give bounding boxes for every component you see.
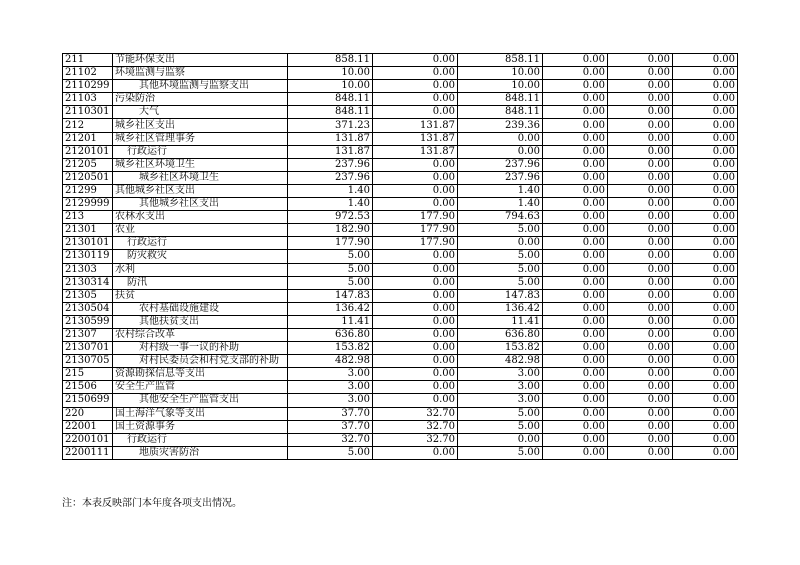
amount-cell-2: 131.87 bbox=[373, 145, 458, 158]
amount-cell-4: 0.00 bbox=[543, 276, 608, 289]
amount-cell-1: 32.70 bbox=[288, 433, 373, 446]
amount-cell-5: 0.00 bbox=[608, 302, 673, 315]
amount-cell-3: 858.11 bbox=[458, 54, 543, 67]
amount-cell-6: 0.00 bbox=[673, 446, 738, 459]
amount-cell-5: 0.00 bbox=[608, 132, 673, 145]
table-body bbox=[63, 54, 738, 460]
subject-name-cell: 行政运行 bbox=[113, 433, 288, 446]
amount-cell-2: 0.00 bbox=[373, 315, 458, 328]
amount-cell-3: 136.42 bbox=[458, 302, 543, 315]
subject-code-cell: 2120501 bbox=[63, 171, 113, 184]
amount-cell-4: 0.00 bbox=[543, 315, 608, 328]
subject-code-cell: 2130701 bbox=[63, 342, 113, 355]
amount-cell-4: 0.00 bbox=[543, 106, 608, 119]
amount-cell-6: 0.00 bbox=[673, 368, 738, 381]
subject-code-cell: 2110299 bbox=[63, 80, 113, 93]
amount-cell-2: 0.00 bbox=[373, 263, 458, 276]
amount-cell-3: 5.00 bbox=[458, 407, 543, 420]
table-row bbox=[63, 54, 738, 67]
amount-cell-6: 0.00 bbox=[673, 407, 738, 420]
amount-cell-5: 0.00 bbox=[608, 224, 673, 237]
amount-cell-5: 0.00 bbox=[608, 446, 673, 459]
amount-cell-4: 0.00 bbox=[543, 119, 608, 132]
amount-cell-6: 0.00 bbox=[673, 237, 738, 250]
subject-code-cell: 21506 bbox=[63, 381, 113, 394]
table-row bbox=[63, 145, 738, 158]
amount-cell-1: 3.00 bbox=[288, 381, 373, 394]
subject-code-cell: 21303 bbox=[63, 263, 113, 276]
amount-cell-5: 0.00 bbox=[608, 158, 673, 171]
subject-code-cell: 21301 bbox=[63, 224, 113, 237]
amount-cell-3: 5.00 bbox=[458, 420, 543, 433]
amount-cell-4: 0.00 bbox=[543, 54, 608, 67]
amount-cell-1: 858.11 bbox=[288, 54, 373, 67]
subject-code-cell: 2130101 bbox=[63, 237, 113, 250]
subject-name-cell: 资源勘探信息等支出 bbox=[113, 368, 288, 381]
amount-cell-1: 182.90 bbox=[288, 224, 373, 237]
amount-cell-6: 0.00 bbox=[673, 132, 738, 145]
amount-cell-5: 0.00 bbox=[608, 328, 673, 341]
amount-cell-1: 5.00 bbox=[288, 250, 373, 263]
amount-cell-5: 0.00 bbox=[608, 67, 673, 80]
amount-cell-6: 0.00 bbox=[673, 184, 738, 197]
subject-code-cell: 213 bbox=[63, 211, 113, 224]
table-row bbox=[63, 355, 738, 368]
amount-cell-5: 0.00 bbox=[608, 237, 673, 250]
subject-name-cell: 城乡社区支出 bbox=[113, 119, 288, 132]
amount-cell-3: 636.80 bbox=[458, 328, 543, 341]
amount-cell-1: 153.82 bbox=[288, 342, 373, 355]
subject-name-cell: 行政运行 bbox=[113, 237, 288, 250]
amount-cell-6: 0.00 bbox=[673, 145, 738, 158]
amount-cell-1: 131.87 bbox=[288, 132, 373, 145]
amount-cell-3: 237.96 bbox=[458, 171, 543, 184]
amount-cell-5: 0.00 bbox=[608, 211, 673, 224]
amount-cell-2: 131.87 bbox=[373, 119, 458, 132]
subject-code-cell: 220 bbox=[63, 407, 113, 420]
amount-cell-2: 0.00 bbox=[373, 198, 458, 211]
amount-cell-1: 136.42 bbox=[288, 302, 373, 315]
amount-cell-3: 3.00 bbox=[458, 368, 543, 381]
amount-cell-5: 0.00 bbox=[608, 276, 673, 289]
amount-cell-2: 0.00 bbox=[373, 368, 458, 381]
amount-cell-4: 0.00 bbox=[543, 407, 608, 420]
subject-code-cell: 215 bbox=[63, 368, 113, 381]
amount-cell-2: 0.00 bbox=[373, 93, 458, 106]
amount-cell-1: 37.70 bbox=[288, 420, 373, 433]
subject-code-cell: 211 bbox=[63, 54, 113, 67]
amount-cell-6: 0.00 bbox=[673, 302, 738, 315]
amount-cell-1: 636.80 bbox=[288, 328, 373, 341]
amount-cell-6: 0.00 bbox=[673, 106, 738, 119]
amount-cell-1: 972.53 bbox=[288, 211, 373, 224]
amount-cell-2: 0.00 bbox=[373, 289, 458, 302]
amount-cell-4: 0.00 bbox=[543, 289, 608, 302]
amount-cell-5: 0.00 bbox=[608, 54, 673, 67]
amount-cell-2: 0.00 bbox=[373, 54, 458, 67]
subject-name-cell: 农业 bbox=[113, 224, 288, 237]
table-row bbox=[63, 93, 738, 106]
amount-cell-2: 0.00 bbox=[373, 276, 458, 289]
amount-cell-1: 177.90 bbox=[288, 237, 373, 250]
amount-cell-2: 0.00 bbox=[373, 394, 458, 407]
amount-cell-4: 0.00 bbox=[543, 355, 608, 368]
amount-cell-5: 0.00 bbox=[608, 289, 673, 302]
amount-cell-1: 848.11 bbox=[288, 93, 373, 106]
subject-name-cell: 其他环境监测与监察支出 bbox=[113, 80, 288, 93]
subject-name-cell: 对村民委员会和村党支部的补助 bbox=[113, 355, 288, 368]
amount-cell-2: 32.70 bbox=[373, 407, 458, 420]
amount-cell-6: 0.00 bbox=[673, 381, 738, 394]
amount-cell-2: 0.00 bbox=[373, 355, 458, 368]
subject-code-cell: 21201 bbox=[63, 132, 113, 145]
amount-cell-1: 131.87 bbox=[288, 145, 373, 158]
amount-cell-2: 0.00 bbox=[373, 342, 458, 355]
amount-cell-5: 0.00 bbox=[608, 381, 673, 394]
amount-cell-1: 371.23 bbox=[288, 119, 373, 132]
table-row bbox=[63, 328, 738, 341]
amount-cell-1: 237.96 bbox=[288, 171, 373, 184]
subject-name-cell: 其他城乡社区支出 bbox=[113, 184, 288, 197]
amount-cell-2: 0.00 bbox=[373, 158, 458, 171]
amount-cell-4: 0.00 bbox=[543, 67, 608, 80]
amount-cell-4: 0.00 bbox=[543, 250, 608, 263]
subject-code-cell: 21103 bbox=[63, 93, 113, 106]
amount-cell-2: 0.00 bbox=[373, 171, 458, 184]
amount-cell-3: 482.98 bbox=[458, 355, 543, 368]
subject-code-cell: 2130314 bbox=[63, 276, 113, 289]
amount-cell-3: 147.83 bbox=[458, 289, 543, 302]
amount-cell-2: 32.70 bbox=[373, 433, 458, 446]
subject-name-cell: 其他城乡社区支出 bbox=[113, 198, 288, 211]
table-row bbox=[63, 302, 738, 315]
subject-name-cell: 水利 bbox=[113, 263, 288, 276]
subject-name-cell: 国土资源事务 bbox=[113, 420, 288, 433]
subject-name-cell: 其他安全生产监管支出 bbox=[113, 394, 288, 407]
amount-cell-2: 0.00 bbox=[373, 80, 458, 93]
amount-cell-4: 0.00 bbox=[543, 132, 608, 145]
amount-cell-3: 5.00 bbox=[458, 446, 543, 459]
amount-cell-3: 5.00 bbox=[458, 250, 543, 263]
amount-cell-5: 0.00 bbox=[608, 80, 673, 93]
amount-cell-1: 1.40 bbox=[288, 198, 373, 211]
amount-cell-1: 3.00 bbox=[288, 368, 373, 381]
table-row bbox=[63, 198, 738, 211]
amount-cell-4: 0.00 bbox=[543, 394, 608, 407]
subject-name-cell: 城乡社区环境卫生 bbox=[113, 171, 288, 184]
expenditure-table bbox=[62, 53, 738, 460]
amount-cell-3: 848.11 bbox=[458, 93, 543, 106]
amount-cell-1: 482.98 bbox=[288, 355, 373, 368]
table-row bbox=[63, 381, 738, 394]
amount-cell-6: 0.00 bbox=[673, 119, 738, 132]
amount-cell-3: 10.00 bbox=[458, 80, 543, 93]
amount-cell-2: 0.00 bbox=[373, 106, 458, 119]
amount-cell-2: 0.00 bbox=[373, 446, 458, 459]
subject-name-cell: 农林水支出 bbox=[113, 211, 288, 224]
amount-cell-5: 0.00 bbox=[608, 420, 673, 433]
amount-cell-5: 0.00 bbox=[608, 198, 673, 211]
amount-cell-4: 0.00 bbox=[543, 368, 608, 381]
amount-cell-6: 0.00 bbox=[673, 93, 738, 106]
amount-cell-5: 0.00 bbox=[608, 184, 673, 197]
amount-cell-1: 5.00 bbox=[288, 276, 373, 289]
subject-name-cell: 节能环保支出 bbox=[113, 54, 288, 67]
subject-code-cell: 2130599 bbox=[63, 315, 113, 328]
subject-code-cell: 22001 bbox=[63, 420, 113, 433]
amount-cell-2: 0.00 bbox=[373, 302, 458, 315]
amount-cell-3: 11.41 bbox=[458, 315, 543, 328]
subject-code-cell: 2110301 bbox=[63, 106, 113, 119]
amount-cell-3: 5.00 bbox=[458, 263, 543, 276]
amount-cell-5: 0.00 bbox=[608, 171, 673, 184]
amount-cell-4: 0.00 bbox=[543, 93, 608, 106]
table-row bbox=[63, 224, 738, 237]
amount-cell-6: 0.00 bbox=[673, 289, 738, 302]
subject-name-cell: 其他扶贫支出 bbox=[113, 315, 288, 328]
amount-cell-6: 0.00 bbox=[673, 342, 738, 355]
amount-cell-3: 0.00 bbox=[458, 237, 543, 250]
subject-name-cell: 城乡社区管理事务 bbox=[113, 132, 288, 145]
amount-cell-2: 0.00 bbox=[373, 250, 458, 263]
table-row bbox=[63, 237, 738, 250]
amount-cell-2: 32.70 bbox=[373, 420, 458, 433]
budget-sheet bbox=[62, 53, 738, 460]
amount-cell-2: 0.00 bbox=[373, 328, 458, 341]
amount-cell-3: 153.82 bbox=[458, 342, 543, 355]
amount-cell-3: 5.00 bbox=[458, 276, 543, 289]
amount-cell-6: 0.00 bbox=[673, 433, 738, 446]
amount-cell-2: 0.00 bbox=[373, 381, 458, 394]
amount-cell-5: 0.00 bbox=[608, 106, 673, 119]
subject-name-cell: 地质灾害防治 bbox=[113, 446, 288, 459]
subject-code-cell: 2129999 bbox=[63, 198, 113, 211]
amount-cell-6: 0.00 bbox=[673, 276, 738, 289]
amount-cell-6: 0.00 bbox=[673, 263, 738, 276]
amount-cell-6: 0.00 bbox=[673, 328, 738, 341]
amount-cell-5: 0.00 bbox=[608, 263, 673, 276]
table-row bbox=[63, 67, 738, 80]
table-row bbox=[63, 394, 738, 407]
amount-cell-6: 0.00 bbox=[673, 54, 738, 67]
subject-name-cell: 安全生产监管 bbox=[113, 381, 288, 394]
amount-cell-1: 10.00 bbox=[288, 67, 373, 80]
amount-cell-2: 131.87 bbox=[373, 132, 458, 145]
table-row bbox=[63, 250, 738, 263]
amount-cell-4: 0.00 bbox=[543, 224, 608, 237]
amount-cell-4: 0.00 bbox=[543, 302, 608, 315]
amount-cell-5: 0.00 bbox=[608, 250, 673, 263]
amount-cell-6: 0.00 bbox=[673, 198, 738, 211]
amount-cell-6: 0.00 bbox=[673, 420, 738, 433]
subject-code-cell: 2130504 bbox=[63, 302, 113, 315]
amount-cell-1: 237.96 bbox=[288, 158, 373, 171]
table-row bbox=[63, 119, 738, 132]
amount-cell-4: 0.00 bbox=[543, 263, 608, 276]
amount-cell-4: 0.00 bbox=[543, 211, 608, 224]
subject-code-cell: 2150699 bbox=[63, 394, 113, 407]
amount-cell-6: 0.00 bbox=[673, 250, 738, 263]
amount-cell-5: 0.00 bbox=[608, 342, 673, 355]
subject-code-cell: 21102 bbox=[63, 67, 113, 80]
subject-code-cell: 21299 bbox=[63, 184, 113, 197]
table-row bbox=[63, 184, 738, 197]
amount-cell-4: 0.00 bbox=[543, 328, 608, 341]
amount-cell-2: 177.90 bbox=[373, 237, 458, 250]
amount-cell-3: 3.00 bbox=[458, 394, 543, 407]
table-row bbox=[63, 368, 738, 381]
table-row bbox=[63, 106, 738, 119]
amount-cell-4: 0.00 bbox=[543, 171, 608, 184]
amount-cell-5: 0.00 bbox=[608, 315, 673, 328]
subject-name-cell: 农村综合改革 bbox=[113, 328, 288, 341]
amount-cell-3: 5.00 bbox=[458, 224, 543, 237]
amount-cell-3: 848.11 bbox=[458, 106, 543, 119]
table-row bbox=[63, 263, 738, 276]
subject-code-cell: 2200101 bbox=[63, 433, 113, 446]
subject-name-cell: 国土海洋气象等支出 bbox=[113, 407, 288, 420]
subject-code-cell: 212 bbox=[63, 119, 113, 132]
amount-cell-3: 794.63 bbox=[458, 211, 543, 224]
subject-name-cell: 大气 bbox=[113, 106, 288, 119]
amount-cell-1: 3.00 bbox=[288, 394, 373, 407]
table-row bbox=[63, 433, 738, 446]
amount-cell-5: 0.00 bbox=[608, 394, 673, 407]
amount-cell-6: 0.00 bbox=[673, 224, 738, 237]
amount-cell-3: 1.40 bbox=[458, 198, 543, 211]
amount-cell-1: 848.11 bbox=[288, 106, 373, 119]
amount-cell-3: 239.36 bbox=[458, 119, 543, 132]
amount-cell-4: 0.00 bbox=[543, 237, 608, 250]
amount-cell-3: 237.96 bbox=[458, 158, 543, 171]
table-footnote: 注：本表反映部门本年度各项支出情况。 bbox=[62, 498, 242, 509]
amount-cell-5: 0.00 bbox=[608, 407, 673, 420]
subject-name-cell: 污染防治 bbox=[113, 93, 288, 106]
amount-cell-4: 0.00 bbox=[543, 446, 608, 459]
amount-cell-4: 0.00 bbox=[543, 145, 608, 158]
amount-cell-1: 10.00 bbox=[288, 80, 373, 93]
subject-code-cell: 2130705 bbox=[63, 355, 113, 368]
table-row bbox=[63, 289, 738, 302]
table-row bbox=[63, 211, 738, 224]
amount-cell-3: 3.00 bbox=[458, 381, 543, 394]
subject-name-cell: 防灾救灾 bbox=[113, 250, 288, 263]
amount-cell-5: 0.00 bbox=[608, 433, 673, 446]
amount-cell-6: 0.00 bbox=[673, 158, 738, 171]
amount-cell-1: 11.41 bbox=[288, 315, 373, 328]
amount-cell-3: 1.40 bbox=[458, 184, 543, 197]
amount-cell-6: 0.00 bbox=[673, 67, 738, 80]
subject-name-cell: 对村级一事一议的补助 bbox=[113, 342, 288, 355]
amount-cell-2: 0.00 bbox=[373, 184, 458, 197]
amount-cell-1: 5.00 bbox=[288, 263, 373, 276]
table-row bbox=[63, 407, 738, 420]
subject-name-cell: 行政运行 bbox=[113, 145, 288, 158]
amount-cell-3: 10.00 bbox=[458, 67, 543, 80]
amount-cell-6: 0.00 bbox=[673, 171, 738, 184]
amount-cell-5: 0.00 bbox=[608, 355, 673, 368]
amount-cell-4: 0.00 bbox=[543, 158, 608, 171]
amount-cell-4: 0.00 bbox=[543, 342, 608, 355]
amount-cell-3: 0.00 bbox=[458, 132, 543, 145]
table-row bbox=[63, 80, 738, 93]
amount-cell-4: 0.00 bbox=[543, 381, 608, 394]
table-row bbox=[63, 446, 738, 459]
amount-cell-3: 0.00 bbox=[458, 145, 543, 158]
amount-cell-6: 0.00 bbox=[673, 355, 738, 368]
amount-cell-6: 0.00 bbox=[673, 315, 738, 328]
table-row bbox=[63, 158, 738, 171]
amount-cell-4: 0.00 bbox=[543, 420, 608, 433]
subject-code-cell: 21307 bbox=[63, 328, 113, 341]
table-row bbox=[63, 342, 738, 355]
amount-cell-1: 1.40 bbox=[288, 184, 373, 197]
amount-cell-5: 0.00 bbox=[608, 93, 673, 106]
amount-cell-4: 0.00 bbox=[543, 184, 608, 197]
amount-cell-6: 0.00 bbox=[673, 394, 738, 407]
table-row bbox=[63, 276, 738, 289]
amount-cell-4: 0.00 bbox=[543, 198, 608, 211]
amount-cell-6: 0.00 bbox=[673, 80, 738, 93]
subject-name-cell: 防汛 bbox=[113, 276, 288, 289]
amount-cell-3: 0.00 bbox=[458, 433, 543, 446]
subject-code-cell: 2200111 bbox=[63, 446, 113, 459]
amount-cell-1: 5.00 bbox=[288, 446, 373, 459]
table-row bbox=[63, 132, 738, 145]
table-row bbox=[63, 420, 738, 433]
subject-code-cell: 2130119 bbox=[63, 250, 113, 263]
amount-cell-2: 177.90 bbox=[373, 224, 458, 237]
amount-cell-1: 147.83 bbox=[288, 289, 373, 302]
amount-cell-4: 0.00 bbox=[543, 433, 608, 446]
table-row bbox=[63, 315, 738, 328]
subject-name-cell: 城乡社区环境卫生 bbox=[113, 158, 288, 171]
subject-name-cell: 扶贫 bbox=[113, 289, 288, 302]
subject-name-cell: 农村基础设施建设 bbox=[113, 302, 288, 315]
subject-code-cell: 21305 bbox=[63, 289, 113, 302]
subject-code-cell: 2120101 bbox=[63, 145, 113, 158]
subject-code-cell: 21205 bbox=[63, 158, 113, 171]
amount-cell-5: 0.00 bbox=[608, 145, 673, 158]
amount-cell-4: 0.00 bbox=[543, 80, 608, 93]
amount-cell-2: 177.90 bbox=[373, 211, 458, 224]
table-row bbox=[63, 171, 738, 184]
amount-cell-5: 0.00 bbox=[608, 119, 673, 132]
amount-cell-2: 0.00 bbox=[373, 67, 458, 80]
amount-cell-6: 0.00 bbox=[673, 211, 738, 224]
amount-cell-1: 37.70 bbox=[288, 407, 373, 420]
amount-cell-5: 0.00 bbox=[608, 368, 673, 381]
subject-name-cell: 环境监测与监察 bbox=[113, 67, 288, 80]
